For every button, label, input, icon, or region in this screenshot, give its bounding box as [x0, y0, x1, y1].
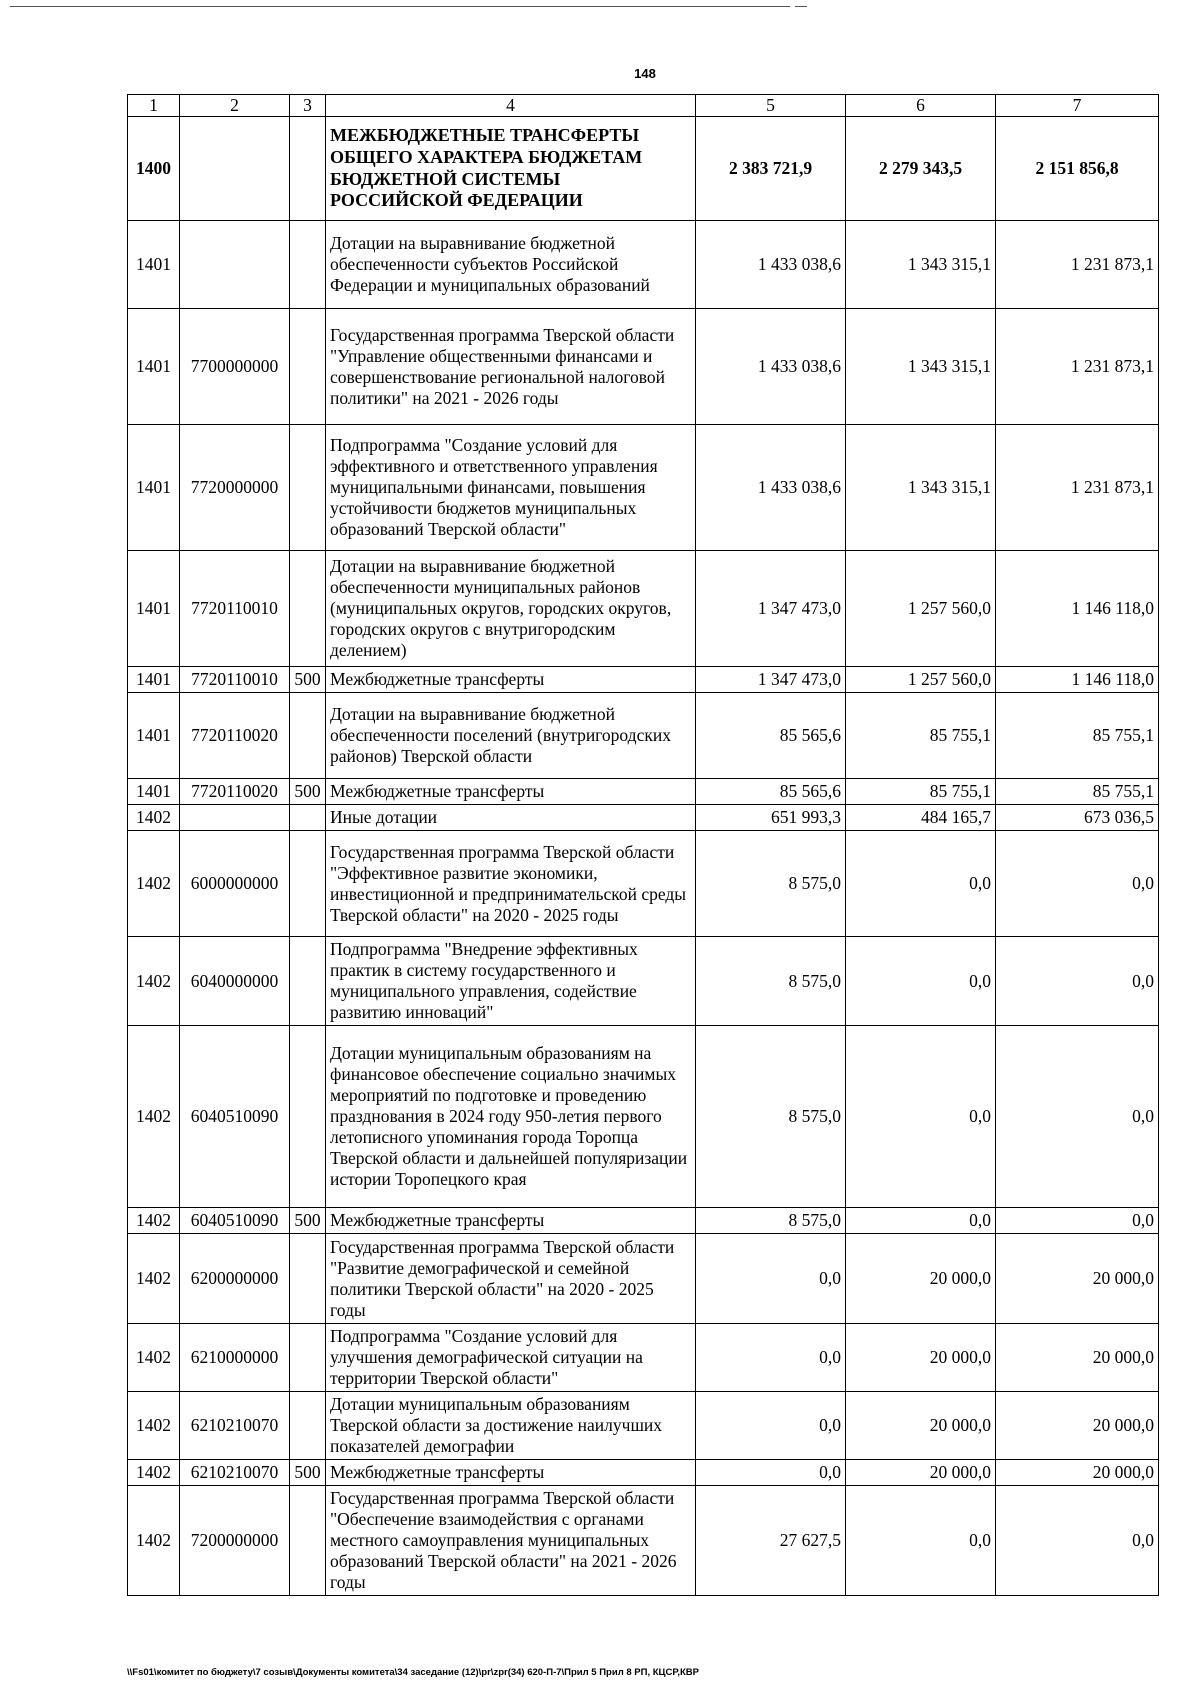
expense-type-code — [290, 425, 326, 551]
amount-year-2: 1 257 560,0 — [846, 551, 996, 667]
amount-year-2: 20 000,0 — [846, 1234, 996, 1324]
amount-year-1: 0,0 — [696, 1392, 846, 1460]
expense-type-code: 500 — [290, 779, 326, 805]
expense-type-code — [290, 693, 326, 779]
section-code: 1402 — [128, 937, 180, 1026]
item-name: Дотации муниципальным образованиям на финансовое обеспечение социально значимых мероприятий по подготовке и проведению празднования в 2024 году 950-летия первого летописного упоминания города Торопца Тверской области и дальнейшей популяризации истории Торопецкого края — [326, 1026, 696, 1208]
section-code: 1402 — [128, 1026, 180, 1208]
expense-type-code — [290, 805, 326, 831]
item-name: Государственная программа Тверской области "Обеспечение взаимодействия с органами местного самоуправления муниципальных образований Тверской области" на 2021 - 2026 годы — [326, 1486, 696, 1596]
column-header: 7 — [996, 95, 1159, 117]
table-row — [128, 693, 1159, 779]
section-code: 1402 — [128, 1208, 180, 1234]
item-name: Иные дотации — [326, 805, 696, 831]
expense-type-code — [290, 1392, 326, 1460]
section-code: 1402 — [128, 1460, 180, 1486]
amount-year-1: 2 383 721,9 — [696, 117, 846, 221]
target-article-code: 7720110020 — [180, 693, 290, 779]
item-name: Подпрограмма "Внедрение эффективных практик в систему государственного и муниципального управления, содействие развитию инноваций" — [326, 937, 696, 1026]
scan-top-rule — [10, 6, 790, 7]
amount-year-3: 20 000,0 — [996, 1324, 1159, 1392]
item-name: Государственная программа Тверской области "Эффективное развитие экономики, инвестиционной и предпринимательской среды Тверской области" на 2020 - 2025 годы — [326, 831, 696, 937]
section-code: 1401 — [128, 779, 180, 805]
target-article-code: 6040510090 — [180, 1026, 290, 1208]
item-name: Государственная программа Тверской области "Развитие демографической и семейной политики Тверской области" на 2020 - 2025 годы — [326, 1234, 696, 1324]
target-article-code: 7720110010 — [180, 667, 290, 693]
amount-year-2: 0,0 — [846, 937, 996, 1026]
amount-year-1: 1 433 038,6 — [696, 425, 846, 551]
target-article-code: 6210000000 — [180, 1324, 290, 1392]
amount-year-1: 1 347 473,0 — [696, 551, 846, 667]
amount-year-1: 651 993,3 — [696, 805, 846, 831]
target-article-code: 7200000000 — [180, 1486, 290, 1596]
amount-year-1: 8 575,0 — [696, 831, 846, 937]
amount-year-2: 20 000,0 — [846, 1460, 996, 1486]
expense-type-code — [290, 1026, 326, 1208]
target-article-code: 7720000000 — [180, 425, 290, 551]
expense-type-code — [290, 1324, 326, 1392]
table-row — [128, 831, 1159, 937]
section-code: 1402 — [128, 1486, 180, 1596]
amount-year-3: 20 000,0 — [996, 1234, 1159, 1324]
amount-year-3: 0,0 — [996, 937, 1159, 1026]
amount-year-3: 1 231 873,1 — [996, 309, 1159, 425]
amount-year-3: 1 231 873,1 — [996, 425, 1159, 551]
amount-year-2: 0,0 — [846, 831, 996, 937]
expense-type-code — [290, 117, 326, 221]
expense-type-code — [290, 1486, 326, 1596]
amount-year-2: 85 755,1 — [846, 693, 996, 779]
column-header: 3 — [290, 95, 326, 117]
amount-year-2: 1 343 315,1 — [846, 309, 996, 425]
target-article-code: 7700000000 — [180, 309, 290, 425]
item-name: Межбюджетные трансферты — [326, 779, 696, 805]
column-header: 5 — [696, 95, 846, 117]
item-name: Межбюджетные трансферты — [326, 667, 696, 693]
table-row — [128, 779, 1159, 805]
section-code: 1402 — [128, 805, 180, 831]
table-row — [128, 1026, 1159, 1208]
file-path-footer: \\Fs01\комитет по бюджету\7 созыв\Документы комитета\34 заседание (12)\pr\zpr(34) 620-П-7\Прил 5 Прил 8 РП, КЦСР,КВР — [127, 1667, 699, 1678]
amount-year-1: 85 565,6 — [696, 779, 846, 805]
amount-year-2: 1 257 560,0 — [846, 667, 996, 693]
target-article-code — [180, 805, 290, 831]
expense-type-code — [290, 221, 326, 309]
section-code: 1401 — [128, 309, 180, 425]
amount-year-2: 85 755,1 — [846, 779, 996, 805]
amount-year-1: 8 575,0 — [696, 1026, 846, 1208]
target-article-code: 6210210070 — [180, 1392, 290, 1460]
amount-year-2: 20 000,0 — [846, 1392, 996, 1460]
amount-year-3: 0,0 — [996, 1026, 1159, 1208]
target-article-code: 7720110020 — [180, 779, 290, 805]
table-row — [128, 937, 1159, 1026]
amount-year-3: 20 000,0 — [996, 1460, 1159, 1486]
amount-year-3: 1 146 118,0 — [996, 551, 1159, 667]
section-code: 1402 — [128, 831, 180, 937]
item-name: Межбюджетные трансферты — [326, 1460, 696, 1486]
expense-type-code — [290, 1234, 326, 1324]
amount-year-2: 2 279 343,5 — [846, 117, 996, 221]
amount-year-3: 1 231 873,1 — [996, 221, 1159, 309]
amount-year-3: 0,0 — [996, 1486, 1159, 1596]
section-code: 1402 — [128, 1234, 180, 1324]
expense-type-code — [290, 937, 326, 1026]
table-row — [128, 551, 1159, 667]
table-row — [128, 1234, 1159, 1324]
amount-year-2: 1 343 315,1 — [846, 221, 996, 309]
column-header: 2 — [180, 95, 290, 117]
target-article-code: 7720110010 — [180, 551, 290, 667]
target-article-code: 6000000000 — [180, 831, 290, 937]
amount-year-1: 0,0 — [696, 1234, 846, 1324]
item-name: МЕЖБЮДЖЕТНЫЕ ТРАНСФЕРТЫ ОБЩЕГО ХАРАКТЕРА БЮДЖЕТАМ БЮДЖЕТНОЙ СИСТЕМЫ РОССИЙСКОЙ ФЕДЕРАЦИИ — [326, 117, 696, 221]
amount-year-1: 8 575,0 — [696, 1208, 846, 1234]
amount-year-1: 1 433 038,6 — [696, 309, 846, 425]
amount-year-2: 1 343 315,1 — [846, 425, 996, 551]
amount-year-3: 0,0 — [996, 1208, 1159, 1234]
table-row — [128, 309, 1159, 425]
column-header: 6 — [846, 95, 996, 117]
item-name: Дотации на выравнивание бюджетной обеспеченности поселений (внутригородских районов) Тверской области — [326, 693, 696, 779]
table-row — [128, 221, 1159, 309]
expense-type-code: 500 — [290, 667, 326, 693]
target-article-code: 6040510090 — [180, 1208, 290, 1234]
table-row — [128, 117, 1159, 221]
item-name: Дотации муниципальным образованиям Тверской области за достижение наилучших показателей демографии — [326, 1392, 696, 1460]
column-header: 1 — [128, 95, 180, 117]
table-body — [128, 117, 1159, 1596]
amount-year-1: 0,0 — [696, 1460, 846, 1486]
amount-year-3: 85 755,1 — [996, 693, 1159, 779]
section-code: 1401 — [128, 693, 180, 779]
target-article-code — [180, 117, 290, 221]
section-code: 1401 — [128, 221, 180, 309]
column-header: 4 — [326, 95, 696, 117]
target-article-code: 6200000000 — [180, 1234, 290, 1324]
table-row — [128, 667, 1159, 693]
table-row — [128, 1392, 1159, 1460]
table-row — [128, 1460, 1159, 1486]
budget-table — [127, 94, 1159, 1596]
section-code: 1402 — [128, 1392, 180, 1460]
amount-year-3: 20 000,0 — [996, 1392, 1159, 1460]
amount-year-1: 8 575,0 — [696, 937, 846, 1026]
table-row — [128, 805, 1159, 831]
expense-type-code: 500 — [290, 1460, 326, 1486]
item-name: Подпрограмма "Создание условий для улучшения демографической ситуации на территории Тверской области" — [326, 1324, 696, 1392]
table-row — [128, 1208, 1159, 1234]
table-row — [128, 425, 1159, 551]
amount-year-2: 0,0 — [846, 1486, 996, 1596]
amount-year-1: 27 627,5 — [696, 1486, 846, 1596]
expense-type-code: 500 — [290, 1208, 326, 1234]
expense-type-code — [290, 551, 326, 667]
amount-year-3: 1 146 118,0 — [996, 667, 1159, 693]
amount-year-3: 0,0 — [996, 831, 1159, 937]
item-name: Дотации на выравнивание бюджетной обеспеченности муниципальных районов (муниципальных округов, городских округов, городских округов с внутригородским делением) — [326, 551, 696, 667]
item-name: Государственная программа Тверской области "Управление общественными финансами и совершенствование региональной налоговой политики" на 2021 - 2026 годы — [326, 309, 696, 425]
section-code: 1402 — [128, 1324, 180, 1392]
amount-year-3: 85 755,1 — [996, 779, 1159, 805]
amount-year-1: 1 347 473,0 — [696, 667, 846, 693]
section-code: 1401 — [128, 425, 180, 551]
section-code: 1401 — [128, 551, 180, 667]
item-name: Межбюджетные трансферты — [326, 1208, 696, 1234]
table-row — [128, 1324, 1159, 1392]
section-code: 1400 — [128, 117, 180, 221]
amount-year-1: 1 433 038,6 — [696, 221, 846, 309]
amount-year-2: 20 000,0 — [846, 1324, 996, 1392]
scan-top-rule-fragment — [795, 6, 807, 7]
expense-type-code — [290, 309, 326, 425]
amount-year-2: 0,0 — [846, 1208, 996, 1234]
table-row — [128, 1486, 1159, 1596]
expense-type-code — [290, 831, 326, 937]
amount-year-2: 484 165,7 — [846, 805, 996, 831]
amount-year-1: 85 565,6 — [696, 693, 846, 779]
item-name: Подпрограмма "Создание условий для эффективного и ответственного управления муниципальными финансами, повышения устойчивости бюджетов муниципальных образований Тверской области" — [326, 425, 696, 551]
page-number: 148 — [634, 66, 656, 81]
amount-year-3: 673 036,5 — [996, 805, 1159, 831]
section-code: 1401 — [128, 667, 180, 693]
column-number-row — [128, 95, 1159, 117]
amount-year-3: 2 151 856,8 — [996, 117, 1159, 221]
amount-year-1: 0,0 — [696, 1324, 846, 1392]
amount-year-2: 0,0 — [846, 1026, 996, 1208]
target-article-code: 6040000000 — [180, 937, 290, 1026]
item-name: Дотации на выравнивание бюджетной обеспеченности субъектов Российской Федерации и муниципальных образований — [326, 221, 696, 309]
target-article-code: 6210210070 — [180, 1460, 290, 1486]
target-article-code — [180, 221, 290, 309]
